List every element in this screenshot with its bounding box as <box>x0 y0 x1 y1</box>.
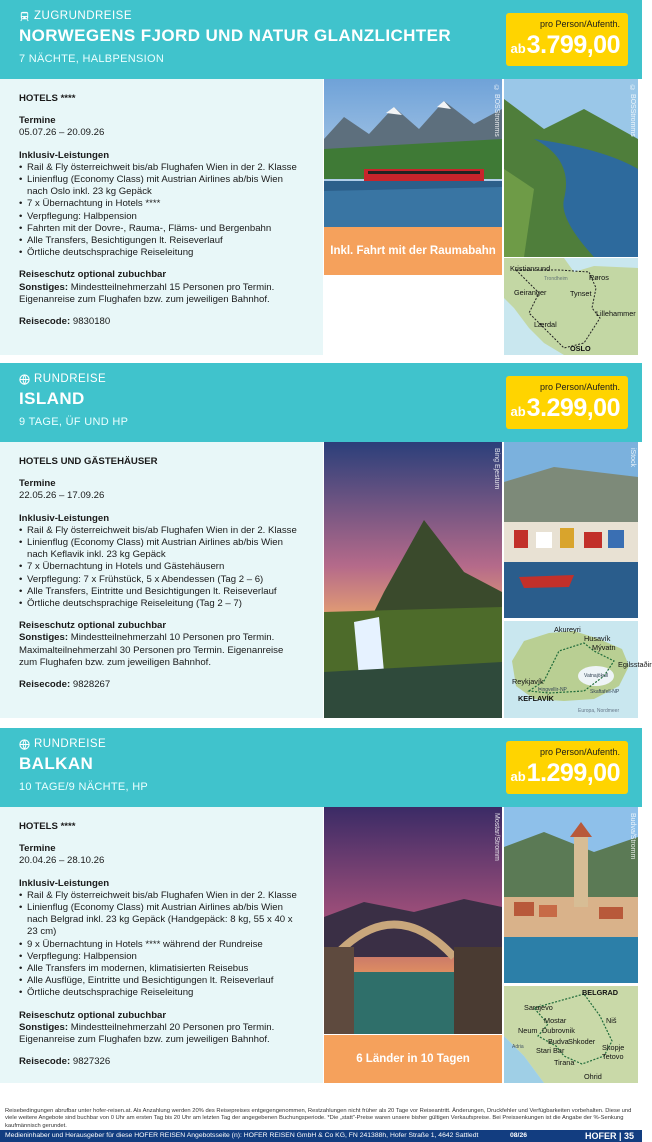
list-item: • Linienflug (Economy Class) mit Austrian Airlines ab/bis Wien nach Oslo inkl. 23 kg Gepäck <box>19 174 304 198</box>
price-prefix: ab <box>510 769 526 784</box>
price-amount: 3.799,00 <box>526 31 620 59</box>
photo-harbour <box>504 442 638 618</box>
dates-label: Termine <box>19 478 56 490</box>
list-item: • Alle Transfers im modernen, klimatisierten Reisebus <box>19 963 304 975</box>
protection-note: Reiseschutz optional zubuchbar <box>19 1009 167 1021</box>
map-label: Tynset <box>570 289 592 298</box>
map-label-minor: Skaftafell-NP <box>590 689 620 695</box>
travel-code: 9828267 <box>72 679 111 691</box>
protection-note: Reiseschutz optional zubuchbar <box>19 620 167 632</box>
map-label: BELGRAD <box>582 988 619 997</box>
map-label-minor: Þingvellir-NP <box>538 687 567 693</box>
list-item: • Alle Ausflüge, Eintritte und Besichtigungen lt. Reiseverlauf <box>19 975 304 987</box>
inclusive-list <box>19 525 304 610</box>
map-label: Kristiansund <box>510 264 551 273</box>
map-label: Ohrid <box>584 1072 602 1081</box>
offer-details <box>0 442 323 718</box>
map-label: Neum <box>518 1026 538 1035</box>
inclusive-label: Inklusiv-Leistungen <box>19 512 110 524</box>
map-label: Shkoder <box>568 1037 596 1046</box>
offer-title: ISLAND <box>19 389 85 408</box>
photo-credit: © BOSStromms <box>493 85 500 137</box>
photo-credit: Bing Ejestum <box>493 448 500 490</box>
inclusive-label: Inklusiv-Leistungen <box>19 877 110 889</box>
map-label-minor: Vatnajökull <box>584 673 609 679</box>
inclusive-list <box>19 162 304 260</box>
other-text: Mindestteilnehmerzahl 15 Personen pro Termin. Eigenanreise zum Flughafen bzw. zum jeweiligen Bahnhof. <box>19 281 275 305</box>
dates-value: 05.07.26 – 20.09.26 <box>19 127 105 139</box>
photo-kirkjufell <box>324 442 502 718</box>
other-label: Sonstiges: <box>19 281 69 293</box>
dates-label: Termine <box>19 115 56 127</box>
other-label: Sonstiges: <box>19 1021 69 1033</box>
photo-credit: © BOSStromms <box>629 85 636 137</box>
category-label: RUNDREISE <box>19 373 106 385</box>
list-item: • Örtliche deutschsprachige Reiseleitung <box>19 987 304 999</box>
map-label: Geiranger <box>514 288 547 297</box>
train-icon <box>19 11 30 22</box>
map-label: Budva <box>548 1037 569 1046</box>
offer-caption: 6 Länder in 10 Tagen <box>324 1035 502 1083</box>
photo-geiranger <box>504 79 638 257</box>
map-label-minor: Trondheim <box>544 276 568 282</box>
map-label: Niš <box>606 1016 617 1025</box>
offer-details <box>0 807 323 1083</box>
route-map <box>504 258 638 355</box>
map-label: Egilsstaðir <box>618 660 652 669</box>
code-label: Reisecode: <box>19 1056 71 1068</box>
offer-details <box>0 79 323 355</box>
brand-name: HOFER <box>584 1131 617 1141</box>
photo-mostar-bridge <box>324 807 502 1034</box>
bottom-bar <box>0 1130 642 1142</box>
offer-banner <box>0 363 642 442</box>
issue-number: 08/26 <box>510 1132 528 1139</box>
other-text: Mindestteilnehmerzahl 10 Personen pro Termin. Maximalteilnehmerzahl 30 Personen pro Termin. Eigenanreise zum Flughafen bzw. zum jeweiligen Bahnhof. <box>19 632 284 668</box>
map-label: Mostar <box>544 1016 567 1025</box>
protection-note: Reiseschutz optional zubuchbar <box>19 269 167 281</box>
map-label: Dubrovnik <box>542 1026 575 1035</box>
photo-credit: Mostar/Stromm <box>493 813 500 861</box>
route-map <box>504 986 638 1083</box>
map-label-minor: Adria <box>512 1044 524 1050</box>
other-text: Mindestteilnehmerzahl 20 Personen pro Termin. Eigenanreise zum Flughafen bzw. zum jeweiligen Bahnhof. <box>19 1021 275 1046</box>
price-amount: 3.299,00 <box>526 394 620 422</box>
dates-value: 20.04.26 – 28.10.26 <box>19 855 105 867</box>
list-item: • Linienflug (Economy Class) mit Austrian Airlines ab/bis Wien nach Belgrad inkl. 23 kg Gepäck (Handgepäck: 8 kg, 55 x 40 x 23 cm) <box>19 902 304 939</box>
offer-iceland <box>0 363 652 718</box>
price-note: pro Person/Aufenth. <box>539 382 620 392</box>
brand-page: HOFER | 35 <box>584 1131 634 1141</box>
list-item: • Örtliche deutschsprachige Reiseleitung (Tag 2 – 7) <box>19 598 304 610</box>
category-label: ZUGRUNDREISE <box>19 10 132 22</box>
map-label-minor: Europa, Nordmeer <box>578 708 620 714</box>
list-item: • Verpflegung: 7 x Frühstück, 5 x Abendessen (Tag 2 – 6) <box>19 574 304 586</box>
hotel-category: HOTELS **** <box>19 821 76 832</box>
list-item: • Verpflegung: Halbpension <box>19 211 304 223</box>
list-item: • 7 x Übernachtung in Hotels **** <box>19 198 304 210</box>
travel-code: 9830180 <box>72 316 111 328</box>
map-label: Mývatn <box>592 643 616 652</box>
map-label: OSLO <box>570 344 591 353</box>
map-label: Stari Bar <box>536 1046 565 1055</box>
category-label: RUNDREISE <box>19 738 106 750</box>
list-item: • Rail & Fly österreichweit bis/ab Flughafen Wien in der 2. Klasse <box>19 525 304 537</box>
map-label: Tirana <box>554 1058 575 1067</box>
inclusive-list <box>19 890 304 1000</box>
price-badge <box>506 376 628 429</box>
list-item: • Örtliche deutschsprachige Reiseleitung <box>19 247 304 259</box>
code-label: Reisecode: <box>19 316 71 328</box>
map-label: Husavík <box>584 634 611 643</box>
map-label: Tetovo <box>602 1052 624 1061</box>
offer-norway <box>0 0 642 355</box>
list-item: • Linienflug (Economy Class) mit Austrian Airlines ab/bis Wien nach Keflavik inkl. 23 kg Gepäck <box>19 537 304 561</box>
map-label: Skopje <box>602 1043 625 1052</box>
footer-note: Reisebedingungen abrufbar unter hofer-reisen.at. Als Anzahlung werden 20% des Reisepreises entgegengenommen, Restzahlungen nicht früher als 20 Tage vor Reiseantritt. Änderungen, Druckfehler und Verfügbarkeiten vorbehalten. Diese und viele weitere Angebote sind buchbar von 0 Uhr am ersten Tag bis 20 Uhr am letzten Tag der angegebenen Buchungsperiode. *Die „statt“-Preise waren unsere bisher gültigen Verkaufspreise. Bei Preissenkungen ist die Angabe der %-Senkung kaufmännisch gerundet. <box>5 1108 632 1129</box>
route-map <box>504 621 652 718</box>
code-label: Reisecode: <box>19 679 71 691</box>
list-item: • Alle Transfers, Besichtigungen lt. Reiseverlauf <box>19 235 304 247</box>
dates-value: 22.05.26 – 17.09.26 <box>19 490 105 502</box>
inclusive-label: Inklusiv-Leistungen <box>19 149 110 161</box>
list-item: • Rail & Fly österreichweit bis/ab Flughafen Wien in der 2. Klasse <box>19 162 304 174</box>
map-label: Reykjavík <box>512 677 544 686</box>
list-item: • Rail & Fly österreichweit bis/ab Flughafen Wien in der 2. Klasse <box>19 890 304 902</box>
imprint-text: Medieninhaber und Herausgeber für diese HOFER REISEN Angebotsseite (n): HOFER REISEN GmbH & Co KG, FN 241388h, Hofer Straße 1, 4642 Sattledt <box>5 1132 479 1139</box>
globe-icon <box>19 374 30 385</box>
offer-title: BALKAN <box>19 754 94 773</box>
price-note: pro Person/Aufenth. <box>539 19 620 29</box>
map-label: Sarajevo <box>524 1003 553 1012</box>
offer-banner <box>0 0 642 79</box>
map-label: Lærdal <box>534 320 557 329</box>
price-prefix: ab <box>510 404 526 419</box>
travel-code: 9827326 <box>72 1056 111 1068</box>
dates-label: Termine <box>19 843 56 855</box>
list-item: • Fahrten mit der Dovre-, Rauma-, Fläms- und Bergenbahn <box>19 223 304 235</box>
map-label: Lillehammer <box>596 309 636 318</box>
list-item: • Verpflegung: Halbpension <box>19 951 304 963</box>
photo-budva <box>504 807 638 983</box>
other-label: Sonstiges: <box>19 632 69 644</box>
offer-balkan <box>0 728 642 1083</box>
list-item: • 9 x Übernachtung in Hotels **** während der Rundreise <box>19 939 304 951</box>
price-prefix: ab <box>510 41 526 56</box>
map-label: Røros <box>589 273 609 282</box>
map-label: KEFLAVÍK <box>518 694 554 703</box>
map-label: Akureyri <box>554 625 581 634</box>
offer-subtitle: 7 NÄCHTE, HALBPENSION <box>19 53 165 65</box>
offer-title: NORWEGENS FJORD UND NATUR GLANZLICHTER <box>19 26 452 45</box>
page-number: 35 <box>623 1131 634 1141</box>
globe-icon <box>19 739 30 750</box>
offer-banner <box>0 728 642 807</box>
list-item: • Alle Transfers, Eintritte und Besichtigungen lt. Reiseverlauf <box>19 586 304 598</box>
price-badge <box>506 13 628 66</box>
price-badge <box>506 741 628 794</box>
photo-credit: Budva/Stromm <box>629 813 636 860</box>
offer-caption: Inkl. Fahrt mit der Raumabahn <box>324 227 502 275</box>
photo-train-fjord <box>324 79 502 227</box>
photo-credit: iStock <box>629 448 636 468</box>
price-amount: 1.299,00 <box>526 759 620 787</box>
hotel-category: HOTELS UND GÄSTEHÄUSER <box>19 456 158 467</box>
offer-subtitle: 9 TAGE, ÜF UND HP <box>19 416 129 428</box>
list-item: • 7 x Übernachtung in Hotels und Gästehäusern <box>19 561 304 573</box>
hotel-category: HOTELS **** <box>19 93 76 104</box>
offer-subtitle: 10 TAGE/9 NÄCHTE, HP <box>19 781 149 793</box>
price-note: pro Person/Aufenth. <box>539 747 620 757</box>
